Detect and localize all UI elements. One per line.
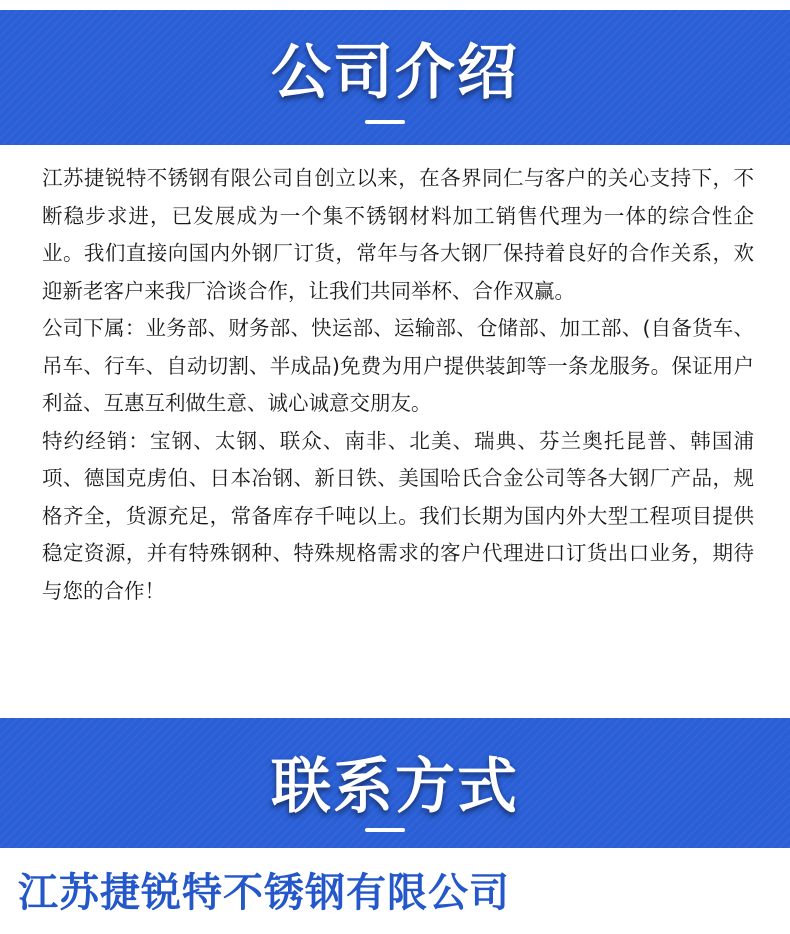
company-intro-title: 公司介绍 <box>271 38 519 108</box>
company-name: 江苏捷锐特不锈钢有限公司 <box>18 870 510 916</box>
title-underline <box>365 828 405 832</box>
departments-paragraph: 公司下属：业务部、财务部、快运部、运输部、仓储部、加工部、(自备货车、吊车、行车、自动切割、半成品)免费为用户提供装卸等一条龙服务。保证用户利益、互惠互利做生意、诚心诚意交朋友。 <box>42 316 754 415</box>
contact-banner <box>0 718 790 848</box>
dealers-paragraph: 特约经销：宝钢、太钢、联众、南非、北美、瑞典、芬兰奥托昆普、韩国浦项、德国克虏伯、日本冶钢、新日铁、美国哈氏合金公司等各大钢厂产品，规格齐全，货源充足，常备库存千吨以上。我们长期为国内外大型工程项目提供稳定资源，并有特殊钢种、特殊规格需求的客户代理进口订货出口业务，期待与您的合作！ <box>42 428 754 603</box>
company-intro-banner <box>0 10 790 145</box>
title-underline <box>365 120 405 124</box>
intro-paragraph: 江苏捷锐特不锈钢有限公司自创立以来，在各界同仁与客户的关心支持下，不断稳步求进，已发展成为一个集不锈钢材料加工销售代理为一体的综合性企业。我们直接向国内外钢厂订货，常年与各大钢厂保持着良好的合作关系，欢迎新老客户来我厂洽谈合作，让我们共同举杯、合作双赢。 <box>42 166 754 303</box>
contact-title: 联系方式 <box>271 752 519 822</box>
company-intro-text <box>42 160 754 610</box>
